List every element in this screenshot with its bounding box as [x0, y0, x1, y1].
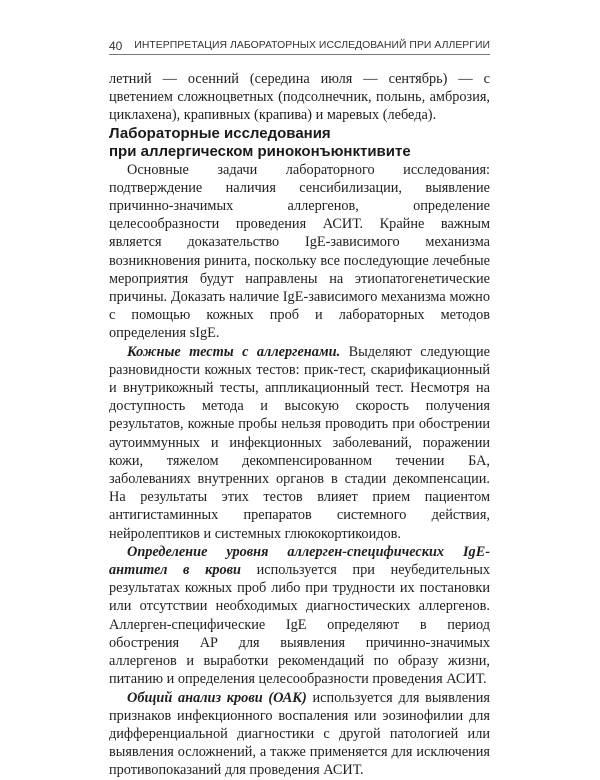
- running-title: ИНТЕРПРЕТАЦИЯ ЛАБОРАТОРНЫХ ИССЛЕДОВАНИЙ ПРИ АЛЛЕРГИИ: [134, 40, 490, 51]
- run-in-heading-skin-tests: Кожные тесты с аллергенами.: [127, 343, 341, 360]
- page-number: 40: [109, 39, 123, 53]
- run-in-heading-cbc: Общий анализ крови (ОАК): [127, 689, 307, 706]
- paragraph-cbc: [109, 689, 490, 780]
- section-heading: [109, 125, 490, 161]
- paragraph-skin-tests-text: Выделяют следующие разновидности кожных тестов: прик-тест, скарификационный и внутрикожный тесты, аппликационный тест. Несмотря на доступность метода и высокую скорость получения результатов, кожные пробы нельзя проводить при обострении аутоиммунных и инфекционных заболеваний, поражении кожи, тяжелом декомпенсированном течении БА, заболеваниях внутренних органов в стадии декомпенсации. На результаты этих тестов влияет прием пациентом антигистаминных препаратов системного действия, нейролептиков и системных глюкокортикоидов.: [109, 343, 491, 542]
- section-heading-line-2: при аллергическом риноконъюнктивите: [109, 142, 411, 160]
- paragraph-lab-tasks: [109, 161, 490, 343]
- paragraph-sige: [109, 543, 490, 689]
- run-in-heading-sige: Определение уровня аллерген-специфических IgE-антител в крови: [109, 543, 490, 579]
- paragraph-sige-text: используется при неубедительных результатах кожных проб либо при трудности их постановки или отсутствии необходимых диагностических аллергенов. Аллерген-специфические IgE определяют в период обострения АР для выявления причинно-значимых аллергенов и выработки рекомендаций по образу жизни, питанию и определения целесообразности проведения АСИТ.: [109, 562, 490, 688]
- page-body: [109, 70, 490, 780]
- paragraph-cbc-text: используется для выявления признаков инфекционного воспаления или эозинофилии для дифференциальной диагностики с другой патологией или выявления осложнений, а также применяется для исключения противопоказаний для проведения АСИТ.: [109, 689, 490, 779]
- intro-paragraph: летний — осенний (середина июля — сентябрь) — с цветением сложноцветных (подсолнечник, полынь, амброзия, циклахена), крапивных (крапива) и маревых (лебеда).: [109, 71, 490, 124]
- paragraph-skin-tests: [109, 343, 490, 543]
- paragraph-lab-tasks-text: Основные задачи лабораторного исследования: подтверждение наличия сенсибилизации, выявление причинно-значимых аллергенов, определение целесообразности проведения АСИТ. Крайне важным является доказательство IgE-зависимого механизма возникновения ринита, поскольку все последующие лечебные мероприятия будут направлены на этиопатогенетические причины. Доказать наличие IgE-зависимого механизма можно с помощью кожных проб и лабораторных методов определения sIgE.: [109, 161, 490, 342]
- page-header: [109, 38, 490, 55]
- section-heading-line-1: Лабораторные исследования: [109, 124, 331, 142]
